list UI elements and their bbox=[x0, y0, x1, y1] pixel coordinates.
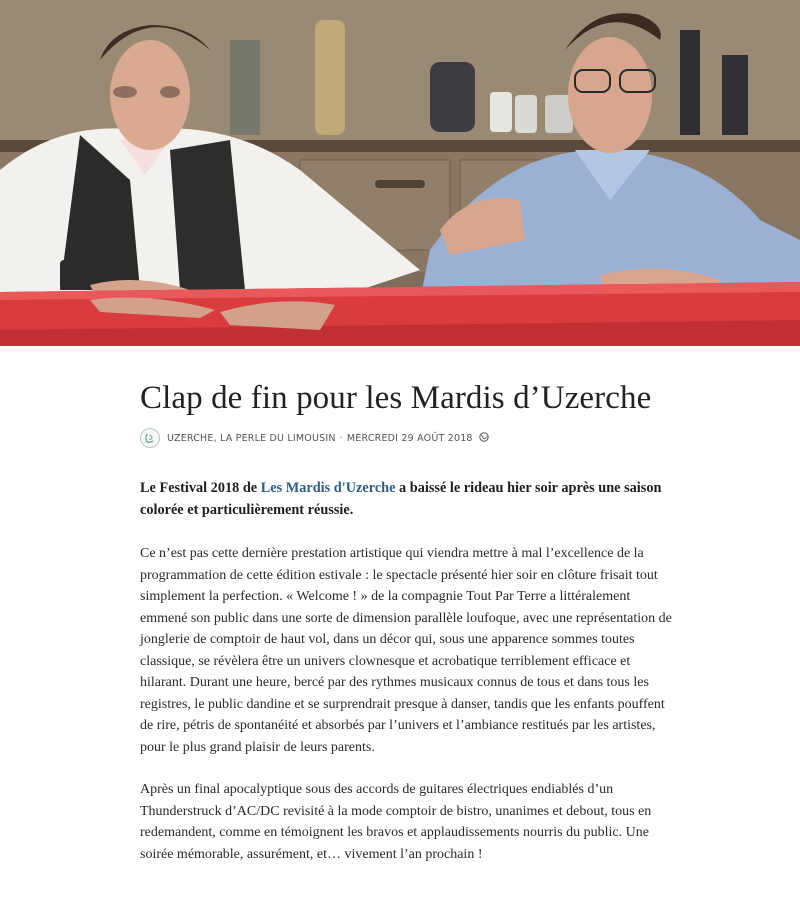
publish-date[interactable]: MERCREDI 29 AOÛT 2018 bbox=[346, 432, 473, 444]
article-lead bbox=[140, 478, 680, 521]
festival-link[interactable]: Les Mardis d'Uzerche bbox=[260, 480, 396, 496]
article-meta bbox=[140, 428, 680, 448]
hero-image bbox=[0, 0, 800, 346]
author-link[interactable]: UZERCHE, LA PERLE DU LIMOUSIN bbox=[167, 432, 336, 444]
lead-text-start: Le Festival 2018 de bbox=[140, 480, 261, 496]
blog-logo-icon[interactable] bbox=[140, 428, 160, 448]
globe-icon bbox=[479, 432, 489, 445]
article-paragraph: Ce n’est pas cette dernière prestation artistique qui viendra mettre à mal l’excellence de la programmation de cette édition estivale : le spectacle présenté hier soir en clôture frisait tout simplement la perfection. « Welcome ! » de la compagnie Tout Par Terre a littéralement emmené son public dans une sorte de dimension parallèle loufoque, avec une représentation de jonglerie de comptoir de haut vol, dans un décor qui, sous une apparence sommes toutes classique, se révèlera être un univers clownesque et acrobatique terriblement efficace et hilarant. Durant une heure, bercé par des rythmes musicaux connus de tous et dans tous les registres, le public dandine et se surprendrait presque à danser, tandis que les enfants pouffent de rire, pétris de spontanéité et absorbés par l’univers et l’ambiance restitués par les artistes, pour le plus grand plaisir de leurs parents. bbox=[140, 546, 672, 755]
article bbox=[140, 346, 680, 879]
hero-photo-illustration bbox=[0, 0, 800, 346]
article-title: Clap de fin pour les Mardis d’Uzerche bbox=[140, 380, 652, 416]
article-paragraph: Après un final apocalyptique sous des accords de guitares électriques endiablés d’un Thunderstruck d’AC/DC revisité à la mode comptoir de bistro, unanimes et debout, tous en redemandent, comme en témoignent les bravos et applaudissements nourris du public. Une soirée mémorable, assurément, et… vivement l’an prochain ! bbox=[140, 782, 652, 862]
lead-text-end: a baissé le rideau hier soir après une saison colorée et particulièrement réussie. bbox=[140, 480, 662, 518]
meta-separator: · bbox=[339, 432, 343, 444]
